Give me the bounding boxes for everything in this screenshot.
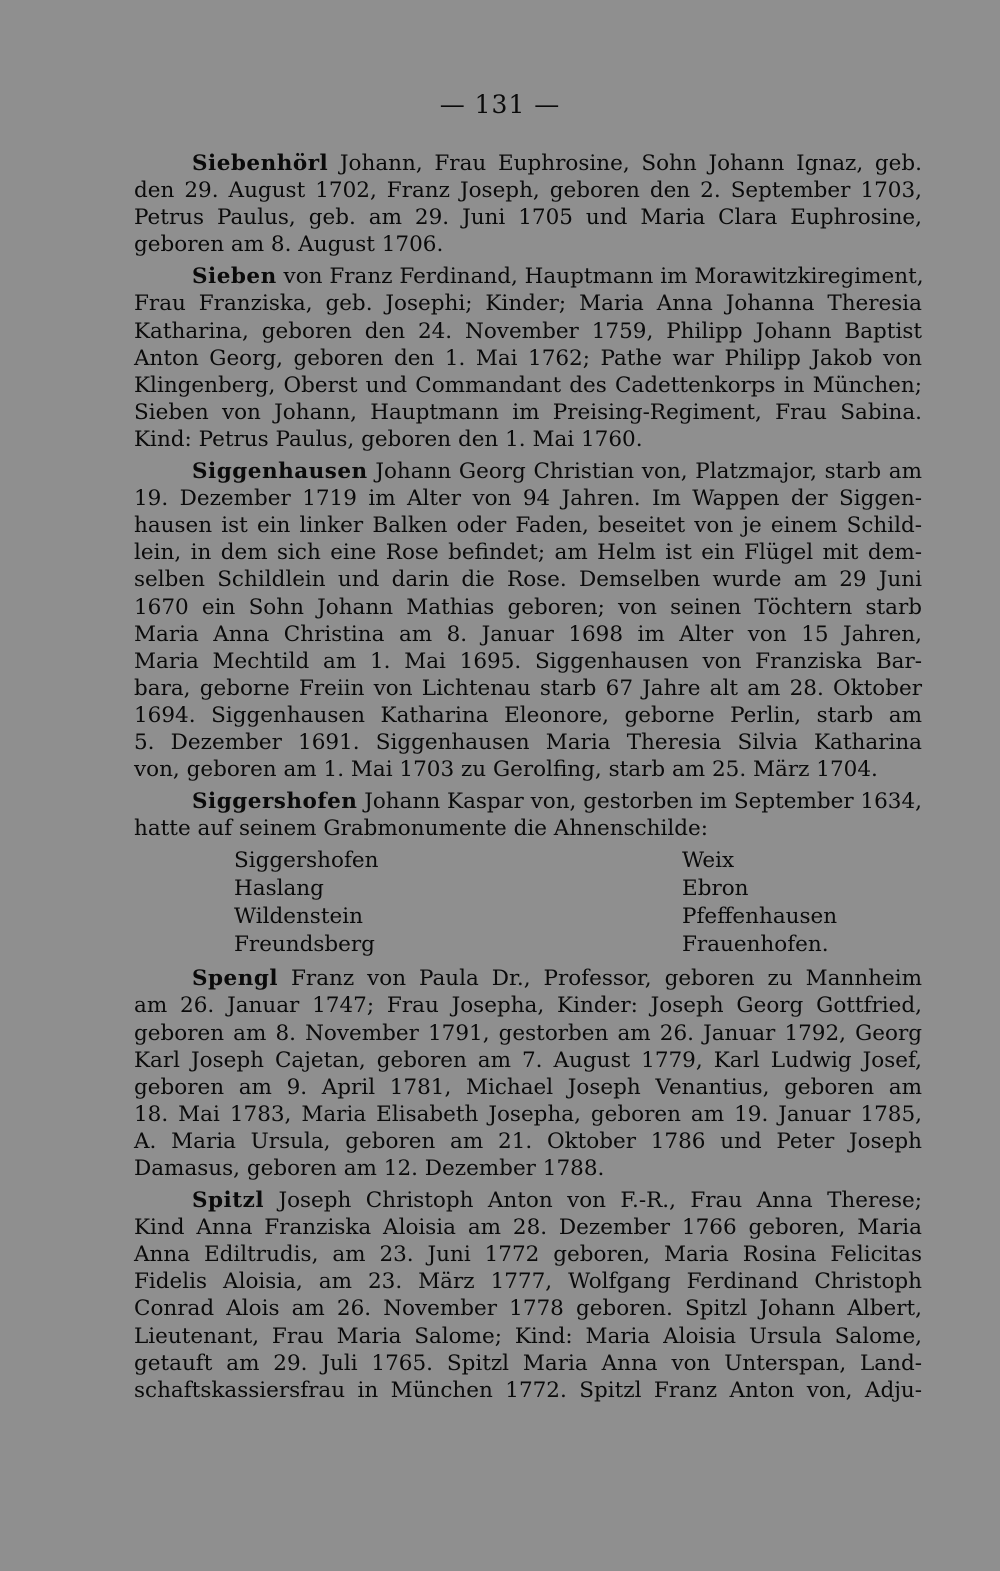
coats-of-arms-list xyxy=(134,847,922,959)
coat-name: Siggershofen xyxy=(234,848,379,874)
entry-heading: Siggenhausen xyxy=(192,459,368,485)
entry-line: hatte auf seinem Grabmonumente die Ahnenschilde: xyxy=(134,816,708,842)
entry-heading: Sieben xyxy=(192,264,277,290)
entry-text: Joseph Christoph Anton von F.-R., Frau Anna Therese; xyxy=(264,1188,922,1214)
entry-line xyxy=(134,458,922,485)
entry-heading: Spitzl xyxy=(192,1188,265,1214)
entry-line: Kind: Petrus Paulus, geboren den 1. Mai 1760. xyxy=(134,426,643,452)
page-number: — 131 — xyxy=(439,90,561,119)
entry-text: Johann, Frau Euphrosine, Sohn Johann Ignaz, geb. xyxy=(328,151,922,176)
entry-line: 1694. Siggenhausen Katharina Eleonore, geborne Perlin, starb am xyxy=(134,702,922,728)
entry-line: Klingenberg, Oberst und Commandant des Cadettenkorps in München; xyxy=(134,372,922,398)
entry-sieben xyxy=(134,263,922,453)
entry-line: 1670 ein Sohn Johann Mathias geboren; von seinen Töchtern starb xyxy=(134,594,922,620)
coat-name: Freundsberg xyxy=(234,932,375,958)
entry-text: Johann Georg Christian von, Platzmajor, starb am xyxy=(367,459,922,485)
entry-line: Fidelis Aloisia, am 23. März 1777, Wolfgang Ferdinand Christoph xyxy=(134,1269,922,1295)
entry-line: 5. Dezember 1691. Siggenhausen Maria Theresia Silvia Katharina xyxy=(134,729,922,755)
entry-text: Johann Kaspar von, gestorben im September 1634, xyxy=(357,789,922,815)
entry-line: Anton Georg, geboren den 1. Mai 1762; Pathe war Philipp Jakob von xyxy=(134,345,922,371)
entry-line: Lieutenant, Frau Maria Salome; Kind: Maria Aloisia Ursula Salome, xyxy=(134,1323,922,1349)
entry-line: Sieben von Johann, Hauptmann im Preising-Regiment, Frau Sabina. xyxy=(134,399,922,425)
entry-line: 19. Dezember 1719 im Alter von 94 Jahren. Im Wappen der Siggen- xyxy=(134,486,922,512)
entry-line: von, geboren am 1. Mai 1703 zu Gerolfing, starb am 25. März 1704. xyxy=(134,757,878,783)
entry-line: Katharina, geboren den 24. November 1759, Philipp Johann Baptist xyxy=(134,318,922,344)
entry-line xyxy=(134,965,922,992)
entry-line xyxy=(134,263,922,290)
entry-line xyxy=(134,150,922,177)
entry-line: bara, geborne Freiin von Lichtenau starb 67 Jahre alt am 28. Oktober xyxy=(134,675,922,701)
entry-text: Franz von Paula Dr., Professor, geboren zu Mannheim xyxy=(278,966,922,992)
coat-name: Weix xyxy=(682,848,735,874)
entry-line: Damasus, geboren am 12. Dezember 1788. xyxy=(134,1156,605,1181)
entry-line: den 29. August 1702, Franz Joseph, geboren den 2. September 1703, xyxy=(134,178,922,204)
entry-line: Karl Joseph Cajetan, geboren am 7. August 1779, Karl Ludwig Josef, xyxy=(134,1047,922,1073)
coats-left-column xyxy=(234,847,534,959)
entry-line: A. Maria Ursula, geboren am 21. Oktober 1786 und Peter Joseph xyxy=(134,1128,922,1154)
coat-name: Ebron xyxy=(682,876,749,902)
entry-heading: Siggershofen xyxy=(192,789,358,815)
coat-name: Frauenhofen. xyxy=(682,932,829,958)
entry-spitzl xyxy=(134,1187,922,1404)
entry-line: Anna Ediltrudis, am 23. Juni 1772 geboren, Maria Rosina Felicitas xyxy=(134,1242,922,1268)
entry-line: geboren am 8. August 1706. xyxy=(134,232,444,258)
entry-heading: Spengl xyxy=(192,966,279,992)
entry-line: schaftskassiersfrau in München 1772. Spitzl Franz Anton von, Adju- xyxy=(134,1377,922,1403)
entry-text: von Franz Ferdinand, Hauptmann im Morawitzkiregiment, xyxy=(276,264,924,290)
entry-line: Kind Anna Franziska Aloisia am 28. Dezember 1766 geboren, Maria xyxy=(134,1215,922,1241)
entry-line: Maria Mechtild am 1. Mai 1695. Siggenhausen von Franziska Bar- xyxy=(134,648,922,674)
entry-line: getauft am 29. Juli 1765. Spitzl Maria Anna von Unterspan, Land- xyxy=(134,1350,922,1376)
entry-line: Maria Anna Christina am 8. Januar 1698 im Alter von 15 Jahren, xyxy=(134,621,922,647)
entry-line: lein, in dem sich eine Rose befindet; am Helm ist ein Flügel mit dem- xyxy=(134,540,922,566)
entry-siggershofen xyxy=(134,788,922,842)
entry-spengl xyxy=(134,965,922,1182)
coat-name: Haslang xyxy=(234,876,324,902)
entry-line: geboren am 8. November 1791, gestorben am 26. Januar 1792, Georg xyxy=(134,1020,922,1046)
entry-line: 18. Mai 1783, Maria Elisabeth Josepha, geboren am 19. Januar 1785, xyxy=(134,1101,922,1127)
entry-line: hausen ist ein linker Balken oder Faden, beseitet von je einem Schild- xyxy=(134,513,922,539)
coat-name: Pfeffenhausen xyxy=(682,904,838,930)
entry-siebenhoerl xyxy=(134,150,922,258)
entry-siggenhausen xyxy=(134,458,922,783)
entry-line: Petrus Paulus, geb. am 29. Juni 1705 und Maria Clara Euphrosine, xyxy=(134,205,922,231)
entry-line: geboren am 9. April 1781, Michael Joseph Venantius, geboren am xyxy=(134,1074,922,1100)
entry-line: selben Schildlein und darin die Rose. Demselben wurde am 29 Juni xyxy=(134,567,922,593)
coat-name: Wildenstein xyxy=(234,904,363,930)
entry-heading: Siebenhörl xyxy=(192,151,329,176)
entry-line xyxy=(134,788,922,815)
entry-line: Conrad Alois am 26. November 1778 geboren. Spitzl Johann Albert, xyxy=(134,1296,922,1322)
coats-right-column xyxy=(682,847,982,959)
page-text xyxy=(134,150,922,1409)
entry-line: am 26. Januar 1747; Frau Josepha, Kinder: Joseph Georg Gottfried, xyxy=(134,993,922,1019)
entry-line xyxy=(134,1187,922,1214)
entry-line: Frau Franziska, geb. Josephi; Kinder; Maria Anna Johanna Theresia xyxy=(134,291,922,317)
